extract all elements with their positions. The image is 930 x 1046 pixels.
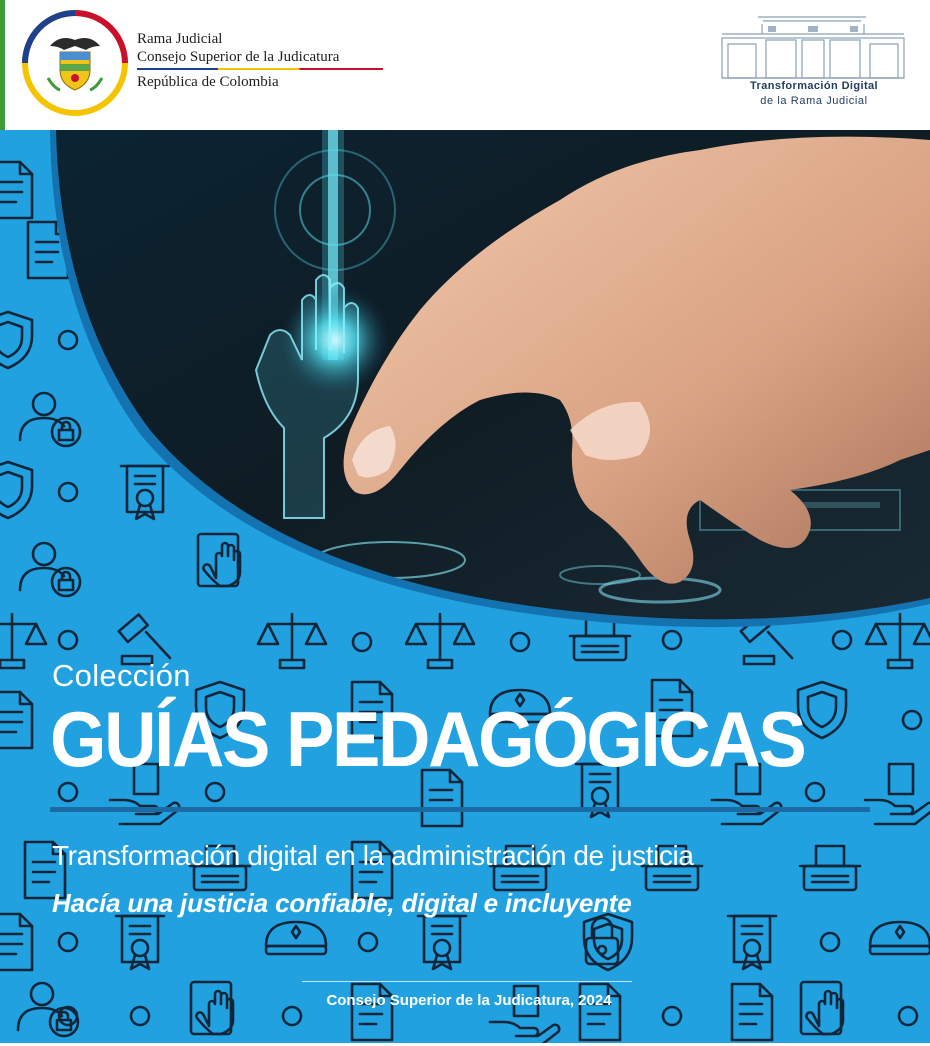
circle-icon: [131, 1007, 149, 1025]
certificate-icon: [728, 916, 776, 969]
circle-icon: [663, 1007, 681, 1025]
main-title: GUÍAS PEDAGÓGICAS: [50, 695, 805, 783]
entity-name: [137, 30, 383, 91]
shield-icon: [584, 914, 632, 970]
circle-icon: [206, 783, 224, 801]
document-icon: [732, 984, 772, 1040]
subtitle: Transformación digital en la administración de justicia: [52, 840, 694, 871]
certificate-icon: [418, 916, 466, 969]
entity-line3: República de Colombia: [137, 74, 279, 90]
circle-icon: [899, 1007, 917, 1025]
hero-image: [0, 130, 930, 650]
typewriter-icon: [800, 846, 860, 890]
header: [0, 0, 930, 130]
circle-icon: [59, 933, 77, 951]
circle-icon: [821, 933, 839, 951]
police-cap-icon: [266, 922, 326, 954]
credit-rule: [302, 981, 632, 982]
title-rule: [50, 807, 870, 812]
circle-icon: [806, 783, 824, 801]
certificate-icon: [116, 916, 164, 969]
document-icon: [0, 914, 32, 970]
colombia-seal-icon: [20, 8, 130, 118]
credit: Consejo Superior de la Judicatura, 2024: [326, 992, 612, 1009]
collection-label: Colección: [52, 658, 191, 693]
tagline: Hacía una justicia confiable, digital e incluyente: [52, 888, 632, 918]
flag-rule: [137, 68, 383, 70]
cover-area: [0, 130, 930, 1046]
circle-icon: [359, 933, 377, 951]
hand-holding-icon: [865, 764, 930, 824]
shield-icon: [798, 682, 846, 738]
raised-hand-icon: [191, 982, 233, 1034]
entity-line2: Consejo Superior de la Judicatura: [137, 49, 340, 65]
user-lock-icon: [18, 983, 78, 1036]
raised-hand-icon: [801, 982, 843, 1034]
logo-title: Transformación Digital: [750, 80, 878, 92]
circle-icon: [903, 711, 921, 729]
circle-icon: [283, 1007, 301, 1025]
document-icon: [0, 692, 32, 748]
green-strip: [0, 0, 5, 130]
police-cap-icon: [870, 922, 930, 954]
circle-icon: [59, 783, 77, 801]
logo-subtitle: de la Rama Judicial: [760, 95, 868, 107]
entity-line1: Rama Judicial: [137, 31, 223, 47]
